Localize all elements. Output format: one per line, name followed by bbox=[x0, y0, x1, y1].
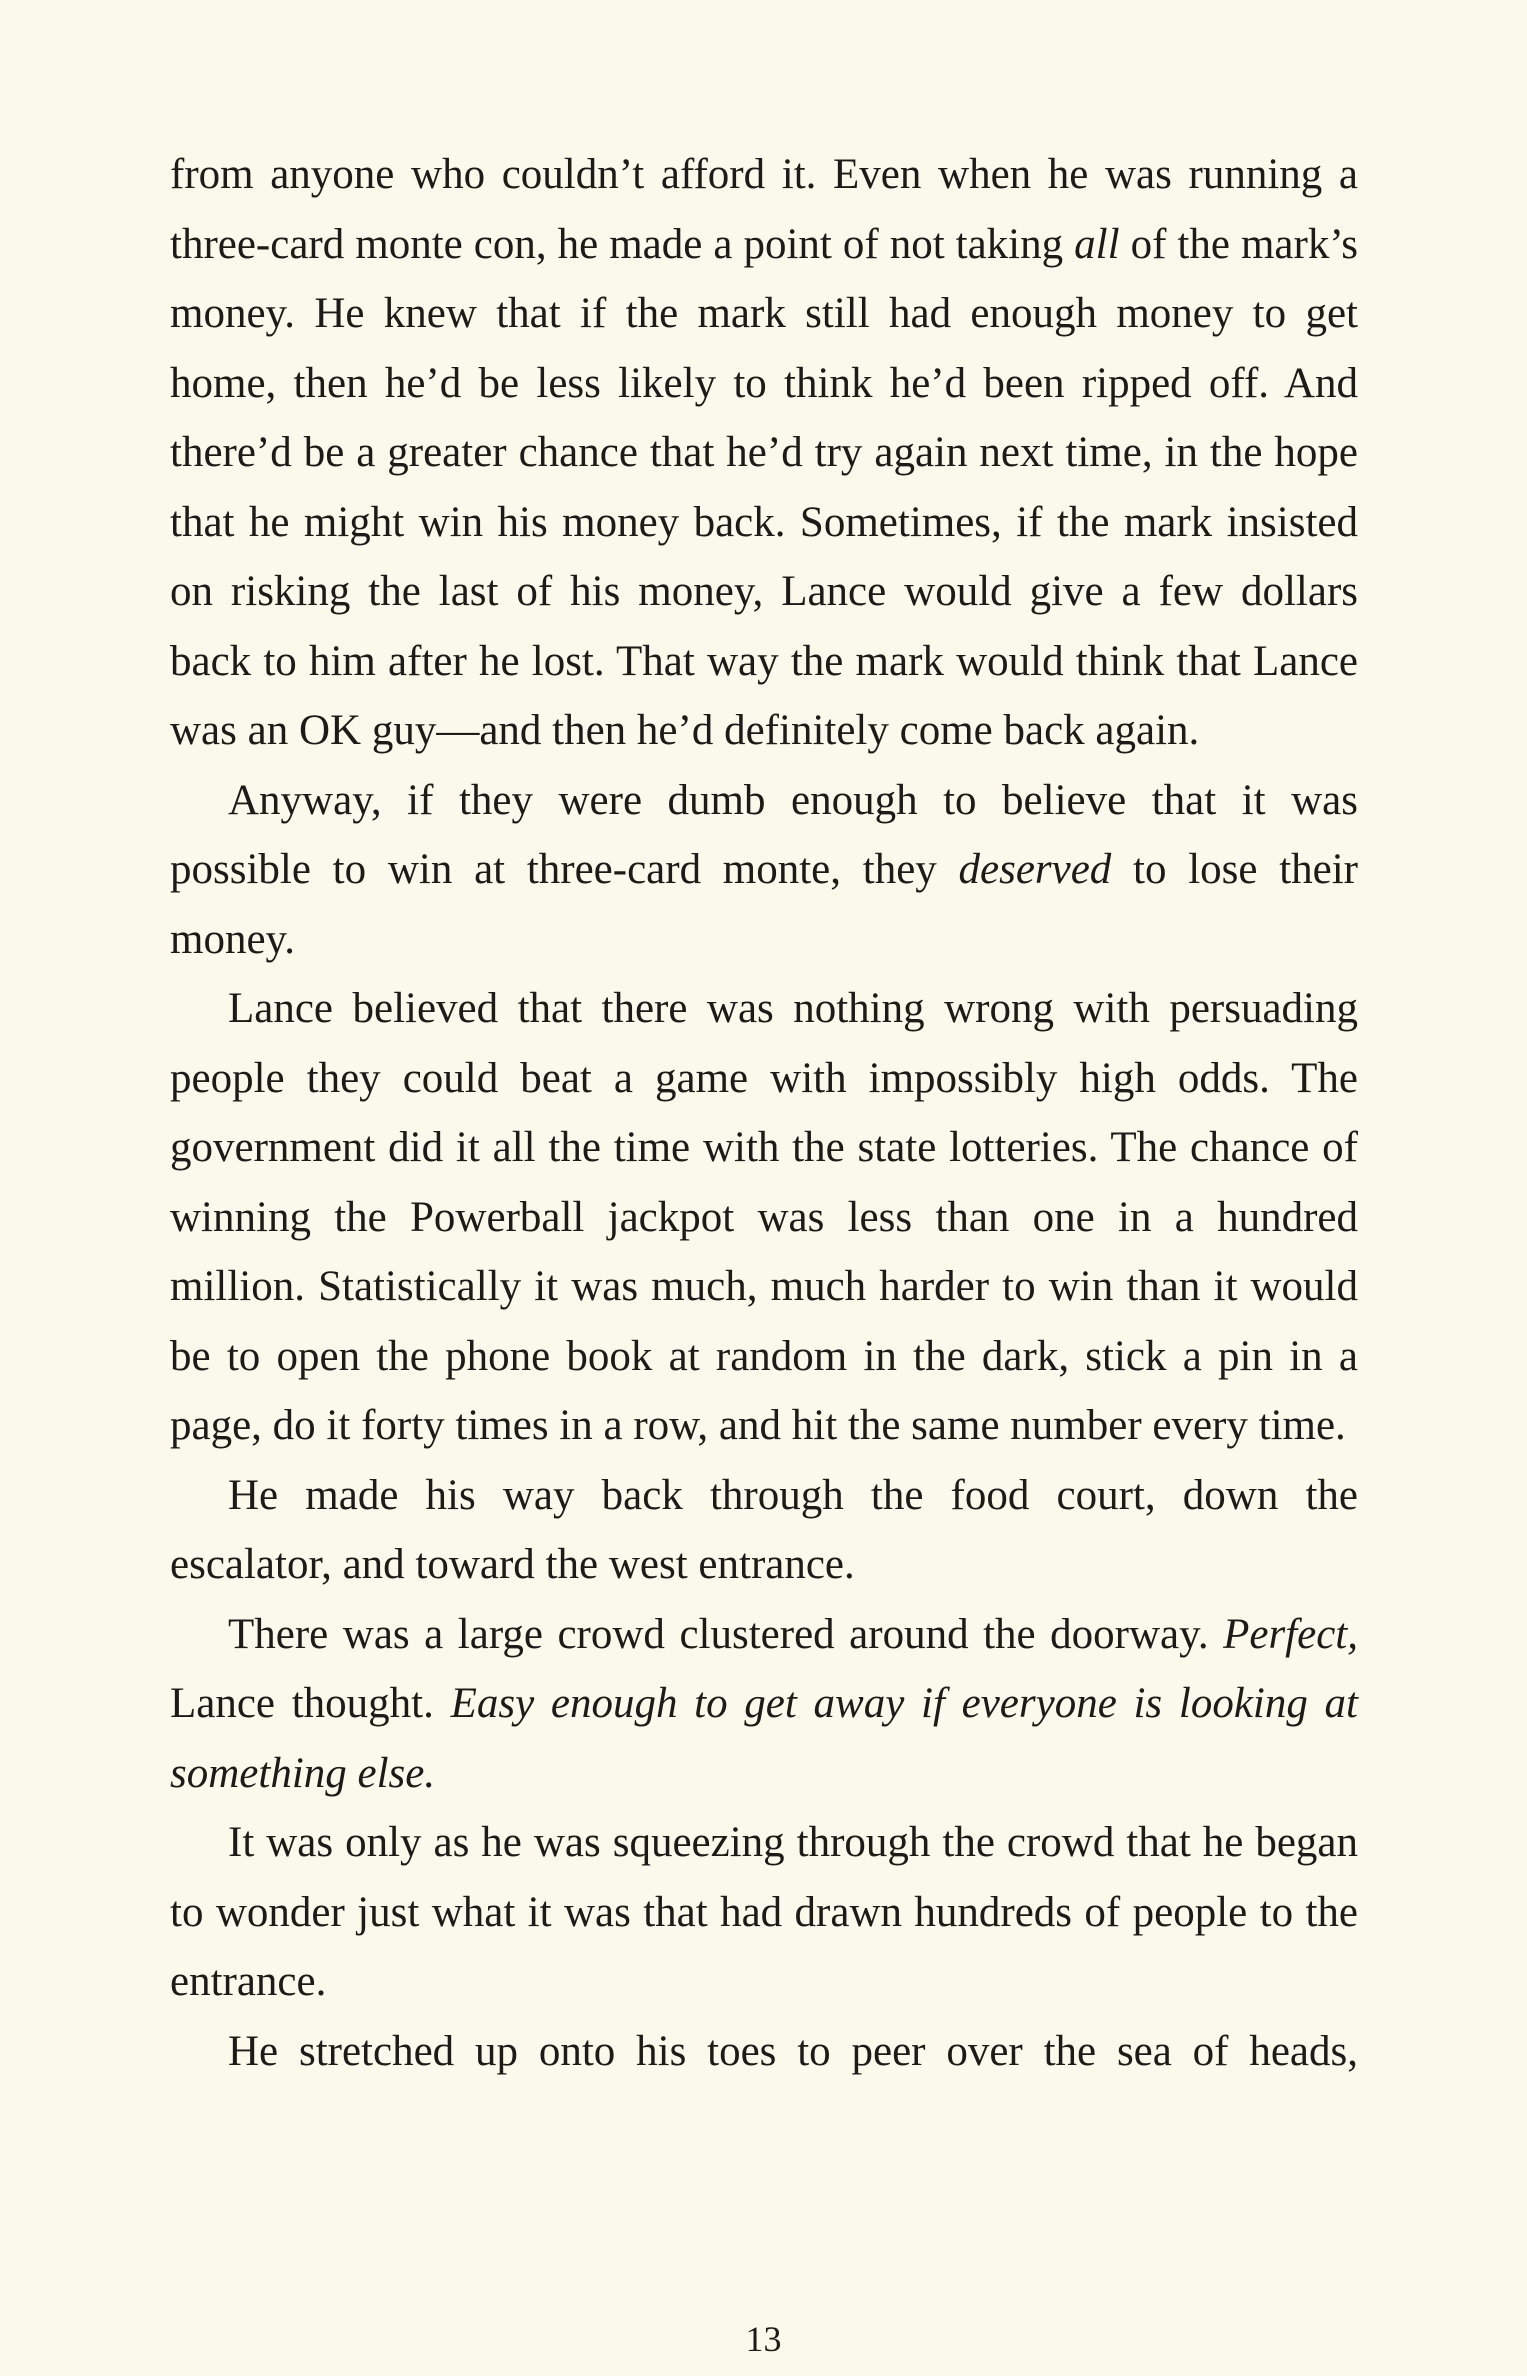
text-segment: Lance thought. bbox=[170, 1680, 451, 1727]
emphasis-perfect: Perfect, bbox=[1223, 1610, 1358, 1658]
text-segment: He stretched up onto his toes to peer over the sea of heads, bbox=[228, 2027, 1358, 2075]
text-segment: It was only as he was squeezing through the crowd that he began to wonder just what it was that had drawn hundreds of people to the entrance. bbox=[170, 1819, 1358, 2005]
emphasis-deserved: deserved bbox=[958, 846, 1112, 893]
text-segment: Anyway, if they were dumb enough to believe that it was possible to win at three-card monte, they bbox=[170, 776, 1358, 893]
paragraph-2 bbox=[170, 766, 1358, 975]
text-segment: of the mark’s money. He knew that if the mark still had enough money to get home, then he’d be less likely to think he’d been ripped off. And there’d be a greater chance that he’d try again next time, in the hope that he might win his money back. Sometimes, if the mark insisted on risking the last of his money, Lance would give a few dollars back to him after he lost. That way the mark would think that Lance was an OK guy—and then he’d definitely come back again. bbox=[170, 220, 1358, 754]
emphasis-thought: Easy enough to get away if everyone is looking at something else. bbox=[170, 1680, 1358, 1797]
paragraph-1 bbox=[170, 140, 1358, 766]
paragraph-7 bbox=[170, 2017, 1358, 2087]
paragraph-4 bbox=[170, 1461, 1358, 1600]
text-segment: to lose their money. bbox=[170, 846, 1358, 963]
text-segment: He made his way back through the food court, down the escalator, and toward the west entrance. bbox=[170, 1471, 1358, 1588]
page-number: 13 bbox=[745, 2319, 782, 2359]
book-page-text bbox=[170, 140, 1358, 2086]
paragraph-5 bbox=[170, 1600, 1358, 1809]
text-segment: Lance believed that there was nothing wrong with persuading people they could beat a game with impossibly high odds. The government did it all the time with the state lotteries. The chance of winning the Powerball jackpot was less than one in a hundred million. Statistically it was much, much harder to win than it would be to open the phone book at random in the dark, stick a pin in a page, do it forty times in a row, and hit the same number every time. bbox=[170, 985, 1358, 1449]
text-segment: from anyone who couldn’t afford it. Even when he was running a three-card monte con, he made a point of not taking bbox=[170, 151, 1358, 268]
text-segment: There was a large crowd clustered around the doorway. bbox=[228, 1610, 1224, 1658]
emphasis-all: all bbox=[1074, 220, 1120, 268]
paragraph-3 bbox=[170, 974, 1358, 1461]
paragraph-6 bbox=[170, 1808, 1358, 2017]
